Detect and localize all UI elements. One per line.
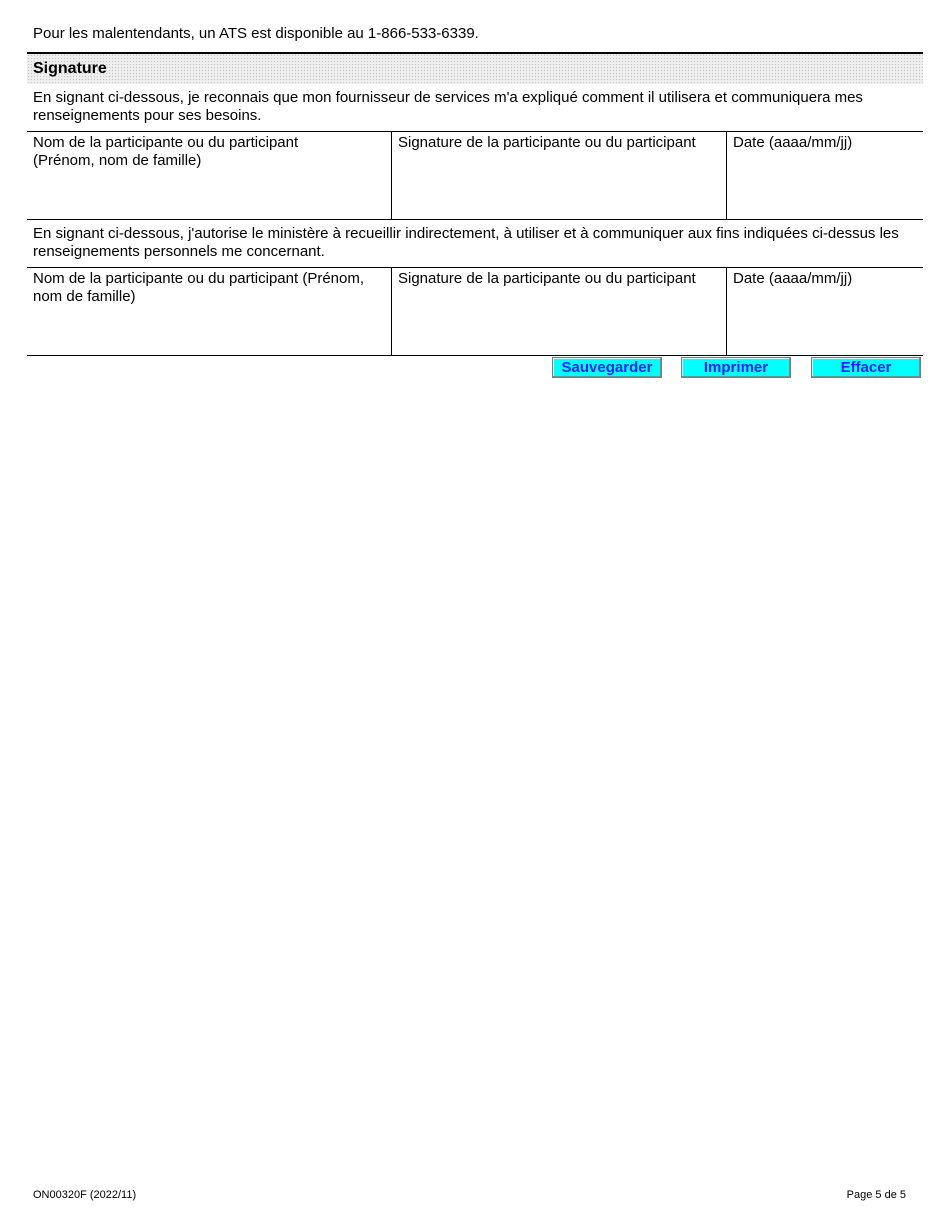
participant-name-field-2[interactable] — [27, 268, 392, 355]
form-number: ON00320F (2022/11) — [33, 1189, 137, 1201]
participant-signature-field-1[interactable] — [391, 132, 727, 219]
participant-name-label-line1: Nom de la participante ou du participant — [33, 134, 299, 151]
date-label: Date (aaaa/mm/jj) — [733, 270, 853, 287]
signature-row-1 — [27, 131, 923, 220]
signature-section-header — [27, 52, 923, 84]
participant-signature-field-2[interactable] — [391, 268, 727, 355]
participant-name-field-1[interactable] — [27, 132, 392, 219]
page-number: Page 5 de 5 — [846, 1189, 906, 1201]
signature-row-2 — [27, 267, 923, 356]
participant-signature-label: Signature de la participante ou du participant — [398, 270, 696, 287]
print-button[interactable]: Imprimer — [681, 357, 791, 378]
tty-notice: Pour les malentendants, un ATS est disponible au 1-866-533-6339. — [33, 25, 479, 42]
clear-button[interactable]: Effacer — [811, 357, 921, 378]
save-button[interactable]: Sauvegarder — [552, 357, 662, 378]
participant-signature-label: Signature de la participante ou du participant — [398, 134, 696, 151]
acknowledgement-text: En signant ci-dessous, je reconnais que mon fournisseur de services m'a expliqué comment il utilisera et communiquera mes renseignements pour ses besoins. — [33, 89, 863, 124]
participant-name-label: Nom de la participante ou du participant (Prénom, nom de famille) — [33, 270, 365, 305]
authorization-text: En signant ci-dessous, j'autorise le ministère à recueillir indirectement, à utiliser et à communiquer aux fins indiquées ci-dessus les renseignements personnels me concernant. — [33, 225, 899, 260]
section-title: Signature — [33, 60, 107, 77]
date-field-1[interactable] — [726, 132, 923, 219]
date-field-2[interactable] — [726, 268, 923, 355]
date-label: Date (aaaa/mm/jj) — [733, 134, 853, 151]
participant-name-label-line2: (Prénom, nom de famille) — [33, 152, 202, 169]
